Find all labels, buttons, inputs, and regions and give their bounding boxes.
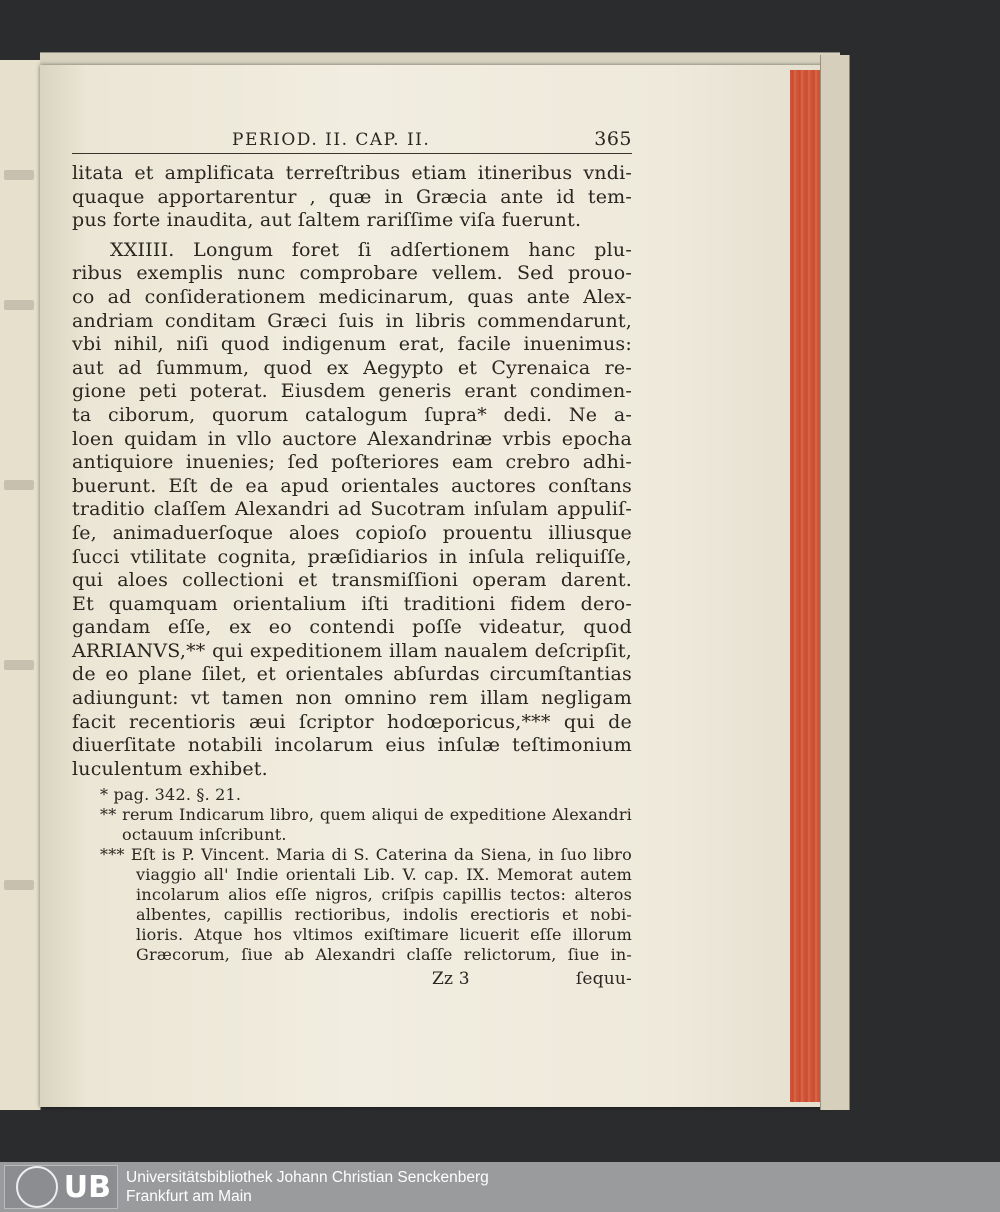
red-page-edges bbox=[790, 70, 820, 1102]
footnote-line: viaggio all' Indie orientali Lib. V. cap. IX. Memorat autem bbox=[136, 865, 632, 885]
library-name-line: Universitätsbibliothek Johann Christian Senckenberg bbox=[126, 1169, 489, 1186]
bleed-text bbox=[4, 480, 34, 490]
text-line: traditio claſſem Alexandri ad Sucotram inſulam appuliſ- bbox=[72, 498, 632, 521]
bleed-text bbox=[4, 170, 34, 180]
text-line: quaque apportarentur , quæ in Græcia ante id tem- bbox=[72, 185, 632, 208]
text-line: vbi nihil, niſi quod indigenum erat, facile inuenimus: bbox=[72, 333, 632, 356]
text-line: ta ciborum, quorum catalogum ſupra* dedi. Ne a- bbox=[72, 403, 632, 426]
footnote-line: octauum inſcribunt. bbox=[122, 825, 287, 845]
page-text bbox=[72, 128, 632, 989]
text-line: aut ad ſummum, quod ex Aegypto et Cyrenaica re- bbox=[72, 356, 632, 379]
footnote-line: lioris. Atque hos vltimos exiſtimare licuerit eſſe illorum bbox=[136, 925, 632, 945]
footnote-line: Græcorum, ſiue ab Alexandri claſſe relictorum, ſiue in- bbox=[136, 945, 632, 965]
running-head: PERIOD. II. CAP. II. bbox=[232, 130, 431, 150]
bleed-text bbox=[4, 300, 34, 310]
text-line: qui aloes collectioni et transmiſſioni operam darent. bbox=[72, 569, 632, 592]
text-line: buerunt. Eſt de ea apud orientales auctores conſtans bbox=[72, 474, 632, 497]
text-line: gione peti poterat. Eiusdem generis erant condimen- bbox=[72, 380, 632, 403]
text-line: XXIIII. Longum foret ſi adſertionem hanc plu- bbox=[110, 238, 632, 261]
library-logo bbox=[4, 1165, 118, 1209]
text-line: ribus exemplis nunc comprobare vellem. Sed prouo- bbox=[72, 262, 632, 285]
footnote-line: incolarum alios eſſe nigros, criſpis capillis tectos: alteros bbox=[136, 885, 632, 905]
logo-text: UB bbox=[63, 1169, 111, 1205]
text-line: de eo plane ſilet, et orientales abſurdas circumſtantias bbox=[72, 663, 632, 686]
text-line: luculentum exhibet. bbox=[72, 757, 268, 780]
library-name bbox=[126, 1168, 489, 1206]
bleed-text bbox=[4, 880, 34, 890]
text-line: andriam conditam Græci ſuis in libris commendarunt, bbox=[72, 309, 632, 332]
text-line: adiungunt: vt tamen non omnino rem illam negligam bbox=[72, 687, 632, 710]
page-foot bbox=[72, 969, 632, 989]
text-line: gandam eſſe, ex eo contendi poſſe videatur, quod bbox=[72, 616, 632, 639]
library-footer bbox=[0, 1162, 1000, 1212]
library-city-line: Frankfurt am Main bbox=[126, 1188, 252, 1205]
text-line: diuerſitate notabili incolarum eius inſulæ teſtimonium bbox=[72, 734, 632, 757]
bleed-text bbox=[4, 660, 34, 670]
text-line: ſe, animaduerſoque aloes copioſo prouentu illiusque bbox=[72, 521, 632, 544]
footnote-line: ** rerum Indicarum libro, quem aliqui de expeditione Alexandri bbox=[100, 805, 632, 825]
text-line: loen quidam in vllo auctore Alexandrinæ vrbis epocha bbox=[72, 427, 632, 450]
text-line: Et quamquam orientalium iſti traditioni fidem dero- bbox=[72, 592, 632, 615]
text-line: co ad conſiderationem medicinarum, quas ante Alex- bbox=[72, 285, 632, 308]
text-line: litata et amplificata terreſtribus etiam itineribus vndi- bbox=[72, 162, 632, 184]
footnote-line: albentes, capillis rectioribus, indolis erectioris et nobi- bbox=[136, 905, 632, 925]
facing-page-edge bbox=[0, 60, 41, 1110]
page-number: 365 bbox=[594, 128, 632, 150]
catchword: ſequu- bbox=[575, 969, 632, 990]
page-header bbox=[72, 128, 632, 154]
book-cover-board bbox=[820, 55, 850, 1110]
text-line: facit recentioris æui ſcriptor hodœporicus,*** qui de bbox=[72, 710, 632, 733]
text-line: antiquiore inuenies; ſed poſteriores eam crebro adhi- bbox=[72, 451, 632, 474]
footnote-line: * pag. 342. §. 21. bbox=[100, 785, 242, 805]
signature-mark: Zz 3 bbox=[432, 969, 470, 990]
portrait-seal-icon bbox=[16, 1166, 58, 1208]
footnote-line: *** Eſt is P. Vincent. Maria di S. Caterina da Siena, in ſuo libro bbox=[100, 845, 632, 865]
text-line: pus forte inaudita, aut ſaltem rariſſime viſa fuerunt. bbox=[72, 209, 582, 232]
footnotes bbox=[72, 785, 632, 965]
text-line: ſucci vtilitate cognita, præſidiarios in inſula reliquiſſe, bbox=[72, 545, 632, 568]
paragraph-xxiiii bbox=[72, 239, 632, 782]
text-line: ARRIANVS,** qui expeditionem illam naualem deſcripſit, bbox=[72, 639, 632, 662]
